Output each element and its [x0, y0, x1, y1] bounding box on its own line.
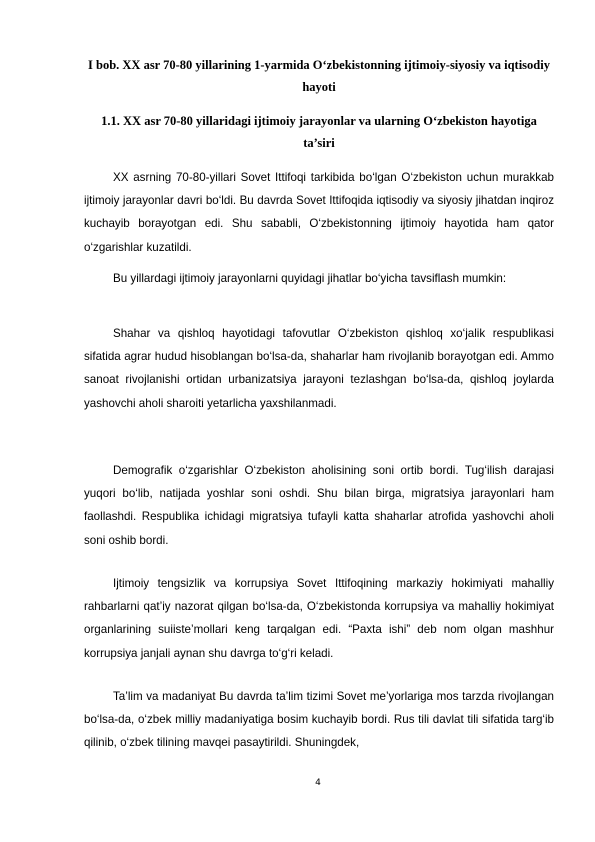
body-paragraph: Ta’lim va madaniyat Bu davrda ta’lim tizimi Sovet me’yorlariga mos tarzda rivojlangan bo‘lsa-da, o‘zbek milliy madaniyatiga bosim kuchayib bordi. Rus tili davlat tili sifatida targ‘ib qilinib, o‘zbek tilining mavqei pasaytirildi. Shuningdek, [84, 690, 554, 750]
body-paragraph: Ijtimoiy tengsizlik va korrupsiya Sovet Ittifoqining markaziy hokimiyati mahalliy rahbarlarni qat’iy nazorat qilgan bo‘lsa-da, O‘zbekistonda korrupsiya va mahalliy hokimiyat organlarining suiiste’mollari keng tarqalgan edi. “Paxta ishi” deb nom olgan mashhur korrupsiya janjali aynan shu davrga to‘g‘ri keladi. [84, 577, 554, 660]
chapter-title: I bob. XX asr 70-80 yillarining 1-yarmida O‘zbekistonning ijtimoiy-siyosiy va iqtisodiy hayoti [88, 58, 550, 94]
body-paragraph: Bu yillardagi ijtimoiy jarayonlarni quyidagi jihatlar bo‘yicha tavsiflash mumkin: [113, 272, 507, 285]
body-paragraph: XX asrning 70-80-yillari Sovet Ittifoqi tarkibida bo‘lgan O‘zbekiston uchun murakkab ijtimoiy jarayonlar davri bo‘ldi. Bu davrda Sovet Ittifoqida iqtisodiy va siyosiy jihatdan inqiroz kuchayib borayotgan edi. Shu sababli, O‘zbekistonning ijtimoiy hayotida ham qator o‘zgarishlar kuzatildi. [84, 171, 554, 254]
section-title: 1.1. XX asr 70-80 yillaridagi ijtimoiy jarayonlar va ularning O‘zbekiston hayotiga ta’siri [101, 114, 537, 150]
body-paragraph: Demografik o‘zgarishlar O‘zbekiston aholisining soni ortib bordi. Tug‘ilish darajasi yuqori bo‘lib, natijada yoshlar soni oshdi. Shu bilan birga, migratsiya jarayonlari ham faollashdi. Respublika ichidagi migratsiya tufayli katta shaharlar atrofida yashovchi aholi soni oshib bordi. [84, 464, 554, 547]
page-number: 4 [315, 778, 321, 788]
body-paragraph: Shahar va qishloq hayotidagi tafovutlar O‘zbekiston qishloq xo‘jalik respublikasi sifatida agrar hudud hisoblangan bo‘lsa-da, shaharlar ham rivojlanib borayotgan edi. Ammo sanoat rivojlanishi ortidan urbanizatsiya jarayoni tezlashgan bo‘lsa-da, qishloq joylarda yashovchi aholi sharoiti yetarlicha yaxshilanmadi. [84, 327, 554, 410]
